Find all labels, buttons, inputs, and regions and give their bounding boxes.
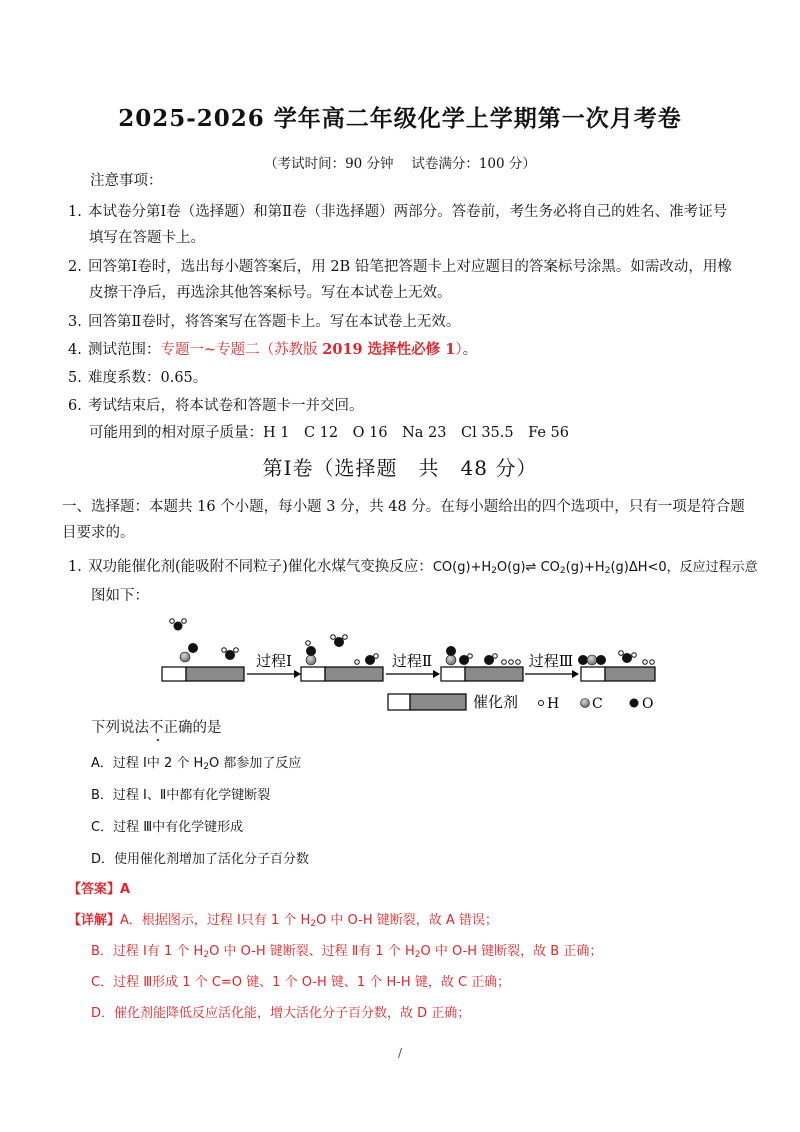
catalyst-stage-3 [441,667,523,681]
notice-heading: 注意事项： [90,173,163,189]
question-number: 1. [68,559,82,575]
exam-title: 2025-2026 学年高二年级化学上学期第一次月考卷 [118,105,682,132]
stage-3-particles-icon [446,646,520,665]
detail-line-1: 【详解】A．根据图示，过程 Ⅰ只有 1 个 $H_2O$ 中 O-H 键断裂，故 A 错误； [68,913,498,929]
notice-text: 考试结束后，将本试卷和答题卡一并交回。 [88,398,364,414]
legend-o-label: O [642,696,654,712]
notice-number: 2. [68,259,82,275]
question-1-stem-cont: 图如下： [91,588,149,604]
emphasis-dot [157,739,159,741]
notice-3 [68,312,460,332]
notice-1-cont: 填写在答题卡上。 [89,230,205,246]
detail-line-4: D．催化剂能降低反应活化能，增大活化分子百分数，故 D 正确； [91,1006,471,1021]
stage-2-particles-icon [306,635,379,665]
notice-number: 3. [68,314,82,330]
process-3-arrow [525,652,579,678]
reaction-process-diagram [158,610,664,716]
legend-h-label: H [547,696,560,712]
test-scope-bold: 2019 选择性必修 1 [322,341,456,358]
exam-subtitle: （考试时间：90 分钟 试卷满分：100 分） [264,156,536,172]
notice-text: 难度系数：0.65。 [88,370,208,386]
answer-line: 【答案】A [68,882,131,897]
notice-text: 本试卷分第Ⅰ卷（选择题）和第Ⅱ卷（非选择题）两部分。答卷前，考生务必将自己的姓名、准考证号 [88,204,728,220]
question-stem-text: 双功能催化剂(能吸附不同粒子)催化水煤气变换反应： [88,559,433,575]
process-2-arrow [386,652,440,678]
detail-line-3: C．过程 Ⅲ形成 1 个 C=O 键、1 个 O-H 键、1 个 H-H 键，故 C 正确； [91,975,511,990]
part-intro-cont: 目要求的。 [62,525,135,541]
catalyst-stage-1 [162,667,244,681]
notice-text: 回答第Ⅱ卷时，将答案写在答题卡上。写在本试卷上无效。 [88,314,461,330]
notice-number: 5. [68,370,82,386]
notice-number: 4. [68,342,82,358]
oxygen-atom-icon [630,699,639,708]
part-intro: 一、选择题：本题共 16 个小题，每小题 3 分，共 48 分。在每小题给出的四个选项中，只有一项是符合题 [62,499,745,515]
process-3-label: 过程Ⅲ [528,652,574,670]
option-d[interactable]: D．使用催化剂增加了活化分子百分数 [91,852,310,867]
notice-4 [68,340,477,360]
process-1-arrow [247,652,301,678]
atomic-masses: 可能用到的相对原子质量：H 1 C 12 O 16 Na 23 Cl 35.5 Fe 56 [89,425,570,441]
process-2-label: 过程Ⅱ [391,652,433,670]
carbon-atom-icon [581,699,590,708]
notice-text: 测试范围： [88,342,161,358]
notice-number: 1. [68,204,82,220]
diagram-legend [388,693,653,712]
detail-tag: 【详解】 [68,913,121,928]
notice-2-cont: 皮擦干净后，再选涂其他答案标号。写在本试卷上无效。 [89,285,452,301]
hydrogen-atom-icon [539,701,544,706]
option-c[interactable]: C．过程 Ⅲ中有化学键形成 [91,820,244,835]
detail-line-2: B．过程 Ⅰ有 1 个 $H_2O$ 中 O-H 键断裂、过程 Ⅱ有 1 个 $H_2O$ 中 O-H 键断裂，故 B 正确； [91,944,603,960]
page-footer: / [398,1046,403,1060]
option-b[interactable]: B．过程 Ⅰ、Ⅱ中都有化学键断裂 [91,788,271,803]
process-1-label: 过程Ⅰ [256,652,292,670]
adsorbed-water-icon [222,648,239,660]
test-scope-red: 专题一~专题二（苏教版 [160,342,323,358]
question-1-stem [68,557,758,581]
notice-2 [68,257,732,277]
reaction-equation: $CO(g)+H_2O(g)\rightleftharpoons$ $CO_2(g)+H_2(g)\Delta H<0$，反应过程示意 [432,560,758,576]
catalyst-stage-4 [581,667,655,681]
legend-c-label: C [592,696,603,712]
test-scope-end: ） [455,342,463,358]
stage-4-particles-icon [578,651,654,665]
adsorbed-co-icon [180,643,198,662]
notice-number: 6. [68,398,82,414]
section-title: 第Ⅰ卷（选择题 共 48 分） [262,456,538,480]
notice-1 [68,202,727,222]
notice-text: 回答第Ⅰ卷时，选出每小题答案后，用 2B 铅笔把答题卡上对应题目的答案标号涂黑。如需改动，用橡 [88,259,732,275]
notice-suffix: 。 [462,342,478,358]
notice-6 [68,396,364,416]
notice-5 [68,368,207,388]
water-molecule-icon [170,619,187,631]
legend-catalyst-label: 催化剂 [473,693,519,711]
catalyst-stage-2 [301,667,383,681]
question-prompt: 下列说法不正确的是 [91,720,222,736]
option-a[interactable]: A．过程 Ⅰ中 2 个 $H_2O$ 都参加了反应 [91,756,302,772]
